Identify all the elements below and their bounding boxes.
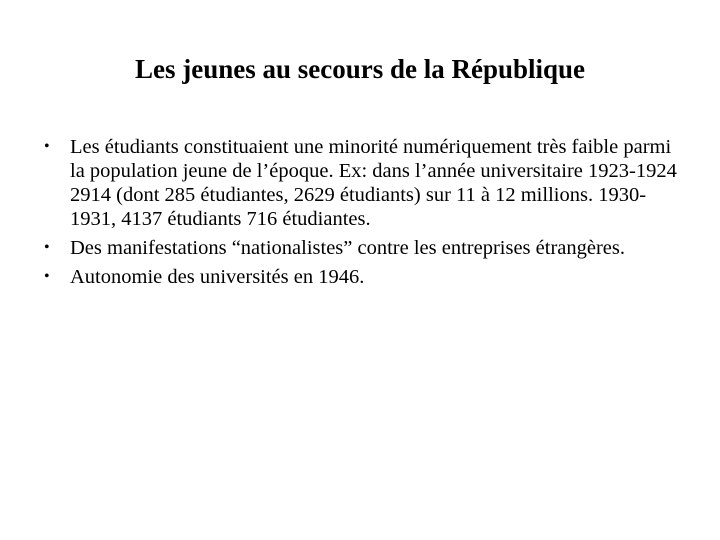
bullet-icon: • <box>44 268 50 285</box>
bullet-text: Des manifestations “nationalistes” contre les entreprises étrangères. <box>70 237 626 259</box>
bullet-text: Autonomie des universités en 1946. <box>70 266 365 288</box>
bullet-icon: • <box>44 239 50 256</box>
slide-title: Les jeunes au secours de la République <box>134 54 586 84</box>
bullet-item <box>44 135 684 231</box>
bullet-item <box>44 236 684 260</box>
bullet-text: Les étudiants constituaient une minorité numériquement très faible parmi la population jeune de l’époque. Ex: dans l’année universitaire 1923-1924 2914 (dont 285 étudiantes, 2629 étudiants) sur 11 à 12 millions. 1930-1931, 4137 étudiants 716 étudiantes. <box>70 136 677 230</box>
bullet-icon: • <box>44 138 50 155</box>
bullet-item <box>44 265 684 289</box>
bullet-list <box>44 135 684 294</box>
